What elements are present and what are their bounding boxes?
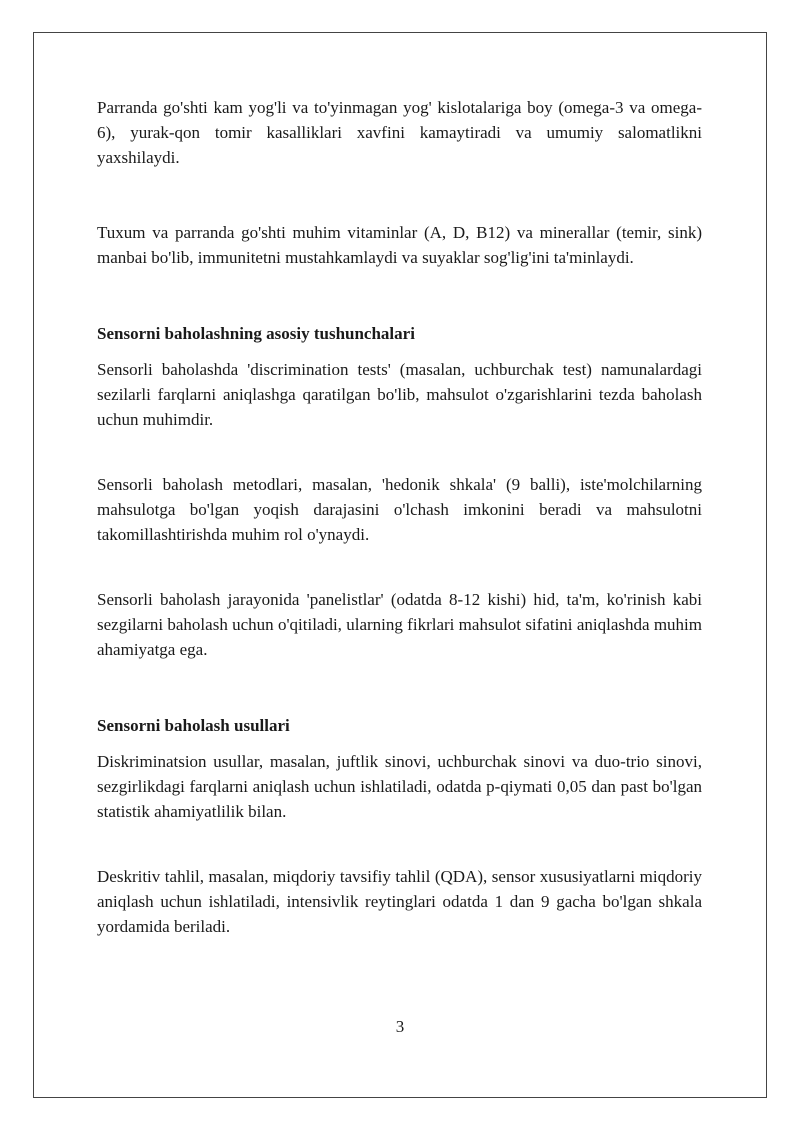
paragraph-poultry-fats: Parranda go'shti kam yog'li va to'yinmagan yog' kislotalariga boy (omega-3 va omega-6), yurak-qon tomir kasalliklari xavfini kamaytiradi va umumiy salomatlikni yaxshilaydi. [97, 98, 702, 167]
paragraph-discriminative-methods: Diskriminatsion usullar, masalan, juftlik sinovi, uchburchak sinovi va duo-trio sinovi, sezgirlikdagi farqlarni aniqlash uchun ishlatiladi, odatda p-qiymati 0,05 dan past bo'lgan statistik ahamiyatlilik bilan. [97, 752, 702, 821]
paragraph-panelists: Sensorli baholash jarayonida 'panelistlar' (odatda 8-12 kishi) hid, ta'm, ko'rinish kabi sezgilarni baholash uchun o'qitiladi, ularning fikrlari mahsulot sifatini aniqlashda muhim ahamiyatga ega. [97, 590, 702, 659]
paragraph-hedonic-scale: Sensorli baholash metodlari, masalan, 'hedonik shkala' (9 balli), iste'molchilarning mahsulotga bo'lgan yoqish darajasini o'lchash imkonini beradi va mahsulotni takomillashtirishda muhim rol o'ynaydi. [97, 475, 702, 544]
paragraph-vitamins-minerals: Tuxum va parranda go'shti muhim vitaminlar (A, D, B12) va minerallar (temir, sink) manbai bo'lib, immunitetni mustahkamlaydi va suyaklar sog'lig'ini ta'minlaydi. [97, 223, 702, 267]
page-number: 3 [395, 1017, 405, 1036]
page-content [97, 95, 702, 939]
section-heading-sensory-methods: Sensorni baholash usullari [97, 716, 290, 735]
paragraph-discrimination-tests: Sensorli baholashda 'discrimination tests' (masalan, uchburchak test) namunalardagi sezilarli farqlarni aniqlashga qaratilgan bo'lib, mahsulot o'zgarishlarini tezda baholash uchun muhimdir. [97, 360, 702, 429]
section-heading-sensory-concepts: Sensorni baholashning asosiy tushunchalari [97, 324, 415, 343]
paragraph-descriptive-analysis: Deskritiv tahlil, masalan, miqdoriy tavsifiy tahlil (QDA), sensor xususiyatlarni miqdoriy aniqlash uchun ishlatiladi, intensivlik reytinglari odatda 1 dan 9 gacha bo'lgan shkala yordamida beriladi. [97, 867, 702, 936]
